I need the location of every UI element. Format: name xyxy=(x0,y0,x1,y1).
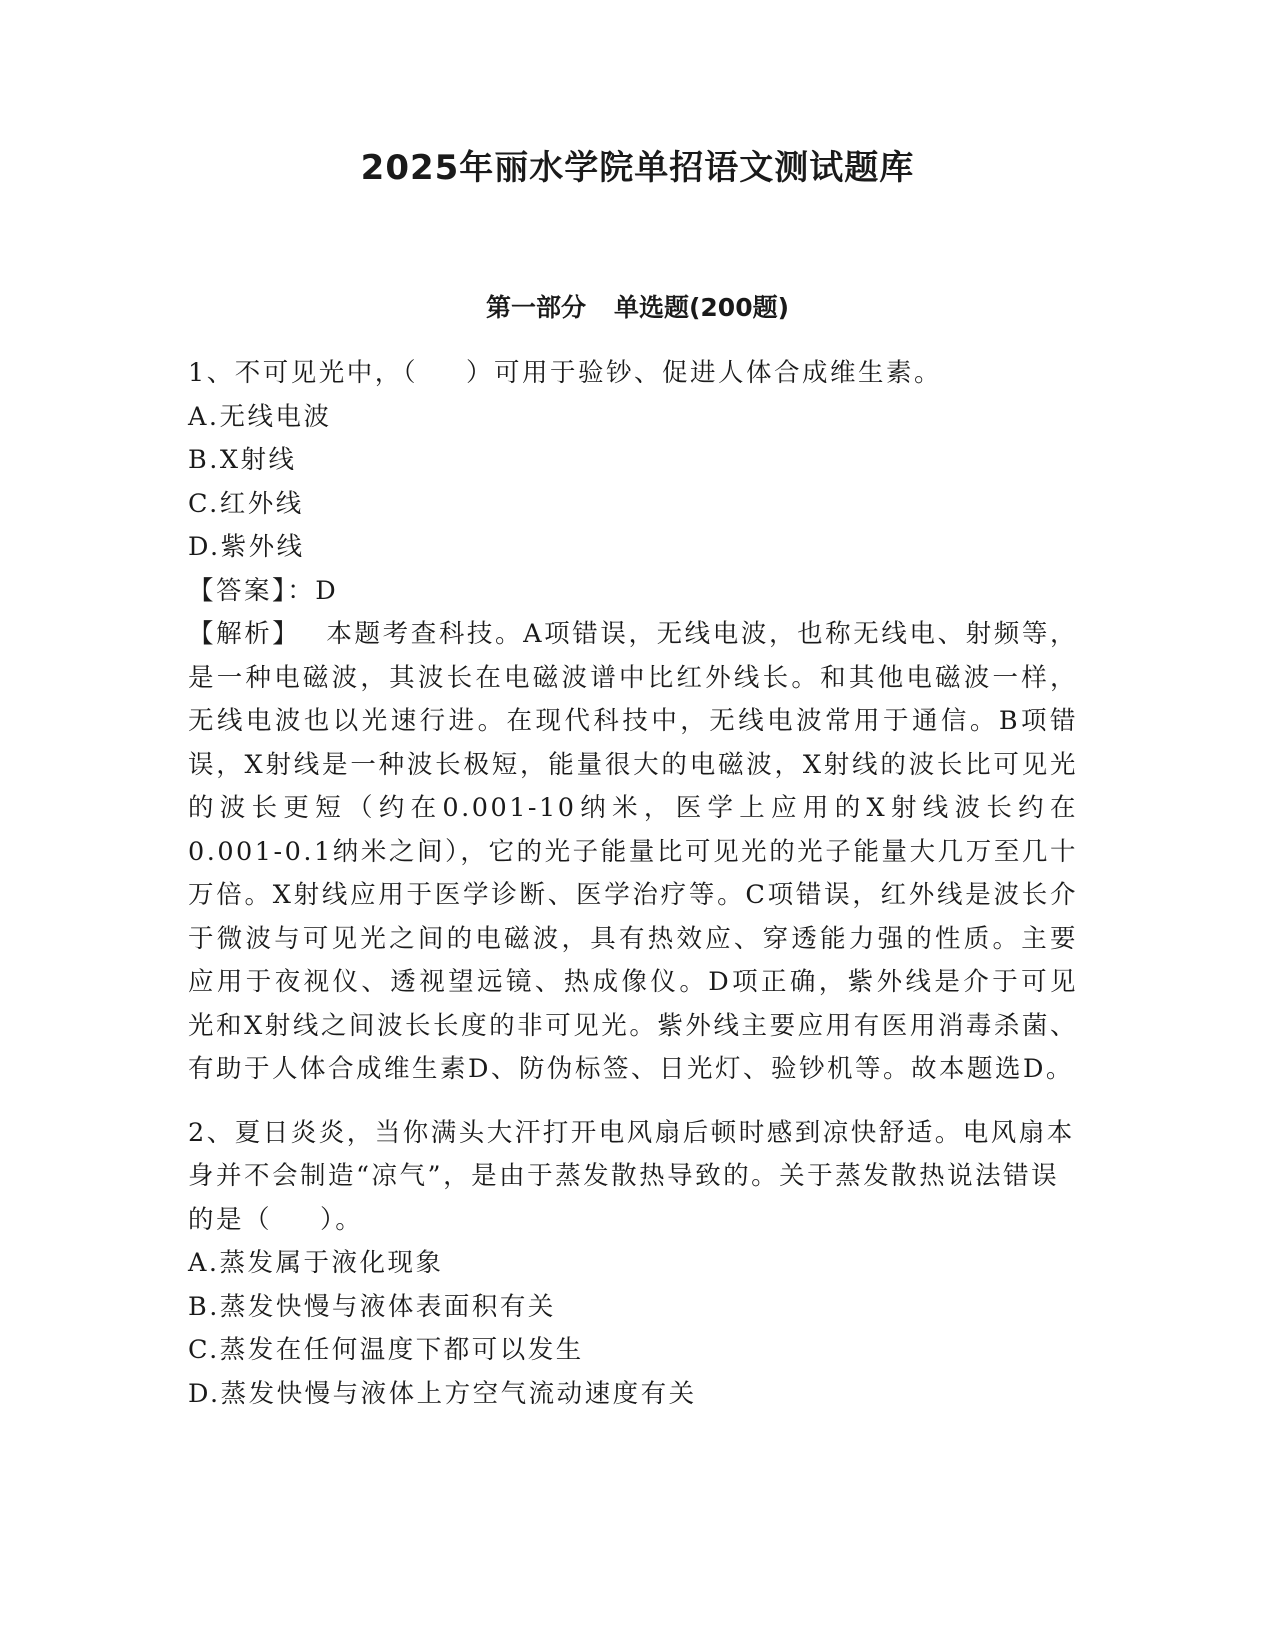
option-d: D.蒸发快慢与液体上方空气流动速度有关 xyxy=(188,1378,697,1409)
question-2 xyxy=(188,1112,1078,1417)
question-stem xyxy=(188,352,1078,396)
option-b: B.蒸发快慢与液体表面积有关 xyxy=(188,1291,556,1322)
section-heading xyxy=(0,290,1275,326)
section-part-label: 第一部分 xyxy=(485,293,586,322)
answer-value: D xyxy=(315,575,339,606)
option-a: A.无线电波 xyxy=(188,401,332,432)
question-1 xyxy=(188,352,1078,1092)
option-c: C.红外线 xyxy=(188,488,304,519)
option-b: B.X射线 xyxy=(188,445,297,475)
analysis-paragraph xyxy=(188,613,1078,1092)
question-stem-text: ）可用于验钞、促进人体合成维生素。 xyxy=(465,358,942,388)
answer-label: 【答案】： xyxy=(188,575,316,606)
question-stem-text: 2、夏日炎炎，当你满头大汗打开电风扇后顿时感到凉快舒适。电风扇本身并不会制造“凉气”，是由于蒸发散热导致的。关于蒸发散热说法错误的是（ xyxy=(188,1117,1075,1235)
answer-line xyxy=(188,570,1078,614)
option-c: C.蒸发在任何温度下都可以发生 xyxy=(188,1335,584,1365)
question-stem-text: ）。 xyxy=(320,1204,364,1235)
question-stem xyxy=(188,1112,1078,1243)
document-title: 2025年丽水学院单招语文测试题库 xyxy=(360,148,915,188)
section-name-label: 单选题(200题) xyxy=(613,293,790,322)
analysis-text: 本题考查科技。A项错误，无线电波，也称无线电、射频等，是一种电磁波，其波长在电磁波谱中比红外线长。和其他电磁波一样，无线电波也以光速行进。在现代科技中，无线电波常用于通信。B项错误，X射线是一种波长极短，能量很大的电磁波，X射线的波长比可见光的波长更短（约在0.001-10纳米，医学上应用的X射线波长约在0.001-0.1纳米之间），它的光子能量比可见光的光子能量大几万至几十万倍。X射线应用于医学诊断、医学治疗等。C项错误，红外线是波长介于微波与可见光之间的电磁波，具有热效应、穿透能力强的性质。主要应用于夜视仪、透视望远镜、热成像仪。D项正确，紫外线是介于可见光和X射线之间波长长度的非可见光。紫外线主要应用有医用消毒杀菌、有助于人体合成维生素D、防伪标签、日光灯、验钞机等。故本题选D。 xyxy=(188,619,1078,1084)
question-stem-text: 1、不可见光中，（ xyxy=(188,358,418,388)
option-d: D.紫外线 xyxy=(188,532,305,562)
option-a: A.蒸发属于液化现象 xyxy=(188,1248,444,1278)
analysis-label: 【解析】 xyxy=(188,619,301,649)
question-list xyxy=(188,352,1078,1428)
